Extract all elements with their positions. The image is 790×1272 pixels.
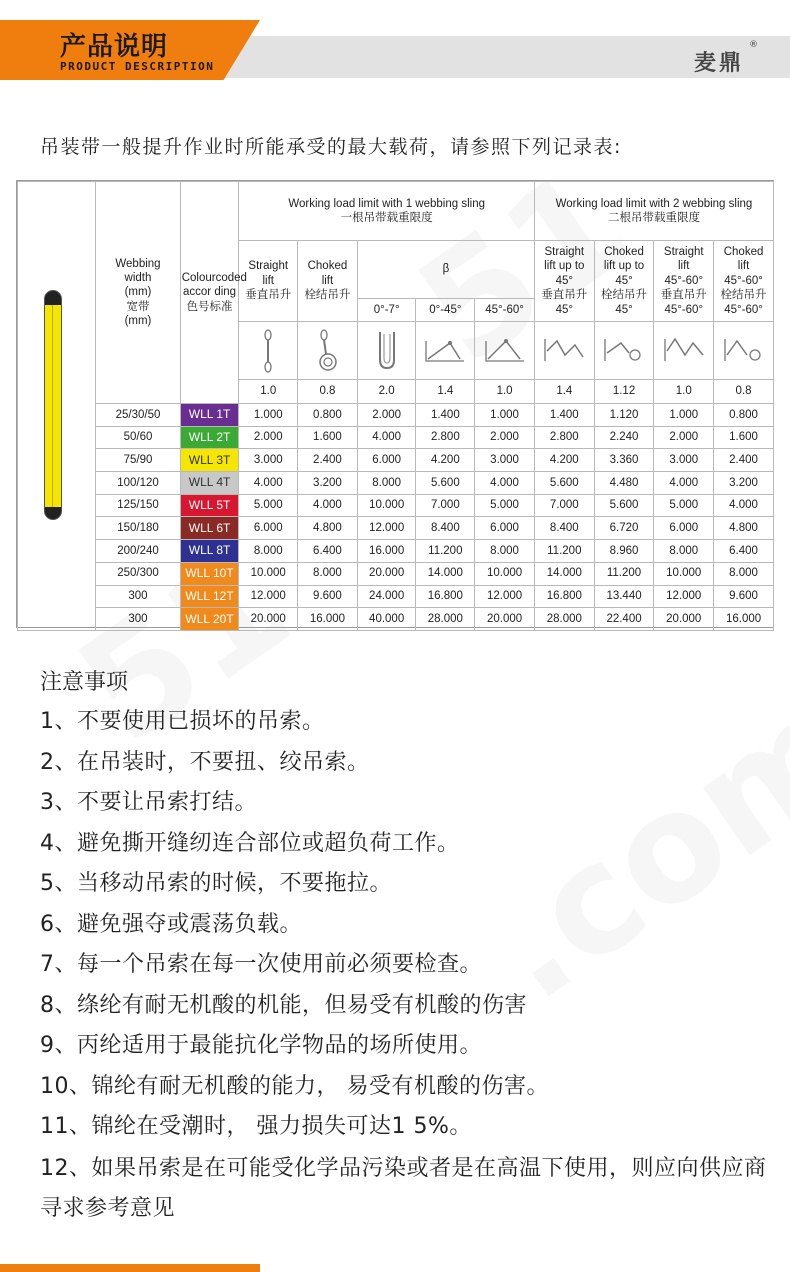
table-row bbox=[18, 449, 774, 472]
width-cell: 125/150 bbox=[96, 494, 180, 517]
table-row bbox=[18, 517, 774, 540]
factor-cell: 1.0 bbox=[239, 380, 298, 404]
wll-color-cell: WLL 5T bbox=[180, 494, 239, 517]
choked-lift-icon-cell bbox=[298, 322, 358, 380]
bottom-accent-bar bbox=[0, 1264, 260, 1272]
load-value-cell: 8.000 bbox=[239, 540, 298, 563]
table-row bbox=[18, 585, 774, 608]
basket-lift-icon bbox=[359, 328, 415, 374]
load-value-cell: 0.800 bbox=[714, 404, 774, 427]
header-straight-lift: Straight lift 垂直吊升 bbox=[239, 241, 298, 322]
note-item: 1、不要使用已损坏的吊索。 bbox=[40, 709, 325, 734]
two-leg-60-icon-cell bbox=[654, 322, 714, 380]
load-value-cell: 20.000 bbox=[357, 562, 416, 585]
straight-lift-icon bbox=[240, 328, 296, 374]
wll-color-cell: WLL 3T bbox=[180, 449, 239, 472]
load-value-cell: 7.000 bbox=[534, 494, 594, 517]
load-value-cell: 16.000 bbox=[298, 608, 358, 631]
load-value-cell: 20.000 bbox=[654, 608, 714, 631]
load-value-cell: 5.600 bbox=[416, 472, 475, 495]
load-value-cell: 16.000 bbox=[357, 540, 416, 563]
choked-lift-icon bbox=[299, 328, 356, 374]
load-value-cell: 1.600 bbox=[714, 426, 774, 449]
load-value-cell: 14.000 bbox=[416, 562, 475, 585]
note-item: 6、避免强夺或震荡负载。 bbox=[40, 911, 302, 937]
table-row bbox=[18, 472, 774, 495]
load-value-cell: 1.000 bbox=[475, 404, 535, 427]
two-leg-choked-45-icon bbox=[596, 331, 653, 371]
load-value-cell: 3.000 bbox=[654, 449, 714, 472]
straight-lift-icon-cell bbox=[239, 322, 298, 380]
wll-color-cell: WLL 8T bbox=[180, 540, 239, 563]
factor-cell: 1.0 bbox=[654, 380, 714, 404]
load-value-cell: 8.960 bbox=[594, 540, 654, 563]
load-value-cell: 7.000 bbox=[416, 494, 475, 517]
wll-color-cell: WLL 12T bbox=[180, 585, 239, 608]
factor-cell: 1.12 bbox=[594, 380, 654, 404]
load-value-cell: 9.600 bbox=[714, 585, 774, 608]
load-value-cell: 6.720 bbox=[594, 517, 654, 540]
load-value-cell: 4.200 bbox=[534, 449, 594, 472]
header-group-single-sling: Working load limit with 1 webbing sling 一根吊带载重限度 bbox=[239, 182, 535, 241]
factor-cell: 2.0 bbox=[357, 380, 416, 404]
factor-cell: 1.4 bbox=[534, 380, 594, 404]
load-value-cell: 4.000 bbox=[654, 472, 714, 495]
load-value-cell: 5.600 bbox=[534, 472, 594, 495]
load-value-cell: 24.000 bbox=[357, 585, 416, 608]
load-value-cell: 20.000 bbox=[475, 608, 535, 631]
load-value-cell: 1.400 bbox=[416, 404, 475, 427]
note-item: 10、锦纶有耐无机酸的能力， 易受有机酸的伤害。 bbox=[40, 1073, 549, 1099]
load-value-cell: 2.800 bbox=[534, 426, 594, 449]
load-value-cell: 40.000 bbox=[357, 608, 416, 631]
width-cell: 300 bbox=[96, 608, 180, 631]
load-value-cell: 8.000 bbox=[654, 540, 714, 563]
width-cell: 150/180 bbox=[96, 517, 180, 540]
width-cell: 100/120 bbox=[96, 472, 180, 495]
load-value-cell: 5.000 bbox=[654, 494, 714, 517]
table-row bbox=[18, 404, 774, 427]
load-value-cell: 16.000 bbox=[714, 608, 774, 631]
load-value-cell: 8.000 bbox=[298, 562, 358, 585]
header-angle-1: 0°-7° bbox=[357, 299, 416, 322]
load-value-cell: 9.600 bbox=[298, 585, 358, 608]
notes-section bbox=[40, 665, 780, 1229]
load-value-cell: 12.000 bbox=[239, 585, 298, 608]
width-cell: 300 bbox=[96, 585, 180, 608]
load-value-cell: 6.000 bbox=[239, 517, 298, 540]
two-leg-choked-60-icon-cell bbox=[714, 322, 774, 380]
load-value-cell: 12.000 bbox=[475, 585, 535, 608]
width-cell: 200/240 bbox=[96, 540, 180, 563]
factor-cell: 0.8 bbox=[714, 380, 774, 404]
load-value-cell: 8.400 bbox=[416, 517, 475, 540]
load-value-cell: 8.000 bbox=[475, 540, 535, 563]
header-two-sling-1: Straight lift up to 45° 垂直吊升 45° bbox=[534, 241, 594, 322]
two-leg-60-icon bbox=[655, 331, 712, 371]
load-value-cell: 22.400 bbox=[594, 608, 654, 631]
brand-logo: 麦鼎 bbox=[694, 50, 745, 76]
load-value-cell: 11.200 bbox=[534, 540, 594, 563]
basket-45-icon bbox=[417, 331, 473, 371]
note-item: 7、每一个吊索在每一次使用前必须要检查。 bbox=[40, 952, 482, 977]
notes-list bbox=[40, 703, 780, 1229]
table-row bbox=[18, 540, 774, 563]
strap-illustration-cell bbox=[18, 182, 96, 631]
load-value-cell: 2.800 bbox=[416, 426, 475, 449]
page-subtitle: PRODUCT DESCRIPTION bbox=[60, 60, 215, 73]
header-two-sling-3: Straight lift 45°-60° 垂直吊升 45°-60° bbox=[654, 241, 714, 322]
load-value-cell: 8.000 bbox=[357, 472, 416, 495]
load-value-cell: 2.000 bbox=[239, 426, 298, 449]
header-angle-2: 0°-45° bbox=[416, 299, 475, 322]
wll-color-cell: WLL 10T bbox=[180, 562, 239, 585]
load-value-cell: 2.000 bbox=[654, 426, 714, 449]
note-item: 3、不要让吊索打结。 bbox=[40, 790, 257, 815]
load-value-cell: 6.000 bbox=[654, 517, 714, 540]
header-choked-lift: Choked lift 栓结吊升 bbox=[298, 241, 358, 322]
load-value-cell: 3.200 bbox=[298, 472, 358, 495]
load-value-cell: 11.200 bbox=[594, 562, 654, 585]
load-value-cell: 4.000 bbox=[239, 472, 298, 495]
load-value-cell: 5.000 bbox=[239, 494, 298, 517]
webbing-sling-image bbox=[44, 290, 62, 520]
load-value-cell: 10.000 bbox=[357, 494, 416, 517]
table-row bbox=[18, 608, 774, 631]
basket-60-icon bbox=[476, 331, 533, 371]
wll-color-cell: WLL 2T bbox=[180, 426, 239, 449]
wll-color-cell: WLL 6T bbox=[180, 517, 239, 540]
load-value-cell: 8.400 bbox=[534, 517, 594, 540]
note-item: 2、在吊装时，不要扭、绞吊索。 bbox=[40, 749, 370, 775]
factor-cell: 0.8 bbox=[298, 380, 358, 404]
load-value-cell: 4.800 bbox=[298, 517, 358, 540]
load-value-cell: 16.800 bbox=[416, 585, 475, 608]
wll-color-cell: WLL 1T bbox=[180, 404, 239, 427]
header-group-two-slings: Working load limit with 2 webbing sling 二根吊带载重限度 bbox=[534, 182, 773, 241]
width-cell: 50/60 bbox=[96, 426, 180, 449]
load-value-cell: 1.000 bbox=[239, 404, 298, 427]
header-angle-3: 45°-60° bbox=[475, 299, 535, 322]
page-header bbox=[0, 20, 790, 80]
load-value-cell: 10.000 bbox=[654, 562, 714, 585]
load-value-cell: 28.000 bbox=[534, 608, 594, 631]
load-value-cell: 3.000 bbox=[239, 449, 298, 472]
load-value-cell: 4.800 bbox=[714, 517, 774, 540]
note-item: 11、锦纶在受潮时， 强力损失可达1 5%。 bbox=[40, 1114, 472, 1139]
wll-color-cell: WLL 20T bbox=[180, 608, 239, 631]
basket-lift-icon-cell bbox=[357, 322, 416, 380]
load-value-cell: 3.200 bbox=[714, 472, 774, 495]
load-table bbox=[16, 180, 774, 628]
two-leg-choked-45-icon-cell bbox=[594, 322, 654, 380]
load-value-cell: 2.400 bbox=[298, 449, 358, 472]
load-value-cell: 1.120 bbox=[594, 404, 654, 427]
load-value-cell: 16.800 bbox=[534, 585, 594, 608]
two-leg-choked-60-icon bbox=[715, 331, 772, 371]
load-value-cell: 5.600 bbox=[594, 494, 654, 517]
load-value-cell: 12.000 bbox=[357, 517, 416, 540]
page-title: 产品说明 bbox=[60, 32, 169, 62]
header-beta: β bbox=[357, 241, 534, 299]
load-value-cell: 14.000 bbox=[534, 562, 594, 585]
header-two-sling-4: Choked lift 45°-60° 栓结吊升 45°-60° bbox=[714, 241, 774, 322]
factor-cell: 1.0 bbox=[475, 380, 535, 404]
intro-text: 吊装带一般提升作业时所能承受的最大载荷，请参照下列记录表: bbox=[40, 136, 622, 158]
load-value-cell: 4.200 bbox=[416, 449, 475, 472]
table-row bbox=[18, 562, 774, 585]
load-value-cell: 20.000 bbox=[239, 608, 298, 631]
load-value-cell: 6.000 bbox=[357, 449, 416, 472]
note-item: 12、如果吊索是在可能受化学品污染或者是在高温下使用，则应向供应商寻求参考意见 bbox=[40, 1155, 767, 1221]
registered-mark: ® bbox=[749, 40, 758, 50]
width-cell: 75/90 bbox=[96, 449, 180, 472]
load-value-cell: 28.000 bbox=[416, 608, 475, 631]
load-value-cell: 4.480 bbox=[594, 472, 654, 495]
load-value-cell: 6.400 bbox=[298, 540, 358, 563]
two-leg-45-icon-cell bbox=[534, 322, 594, 380]
note-item: 8、绦纶有耐无机酸的机能，但易受有机酸的伤害 bbox=[40, 992, 527, 1018]
note-item: 5、当移动吊索的时候，不要拖拉。 bbox=[40, 871, 392, 896]
two-leg-45-icon bbox=[536, 331, 593, 371]
load-value-cell: 6.400 bbox=[714, 540, 774, 563]
note-item: 9、丙纶适用于最能抗化学物品的场所使用。 bbox=[40, 1033, 482, 1058]
header-two-sling-2: Choked lift up to 45° 栓结吊升 45° bbox=[594, 241, 654, 322]
load-value-cell: 4.000 bbox=[357, 426, 416, 449]
load-value-cell: 10.000 bbox=[475, 562, 535, 585]
header-colourcoded: Colourcoded accor ding 色号标准 bbox=[180, 182, 239, 404]
load-value-cell: 1.000 bbox=[654, 404, 714, 427]
load-value-cell: 3.000 bbox=[475, 449, 535, 472]
load-value-cell: 13.440 bbox=[594, 585, 654, 608]
load-value-cell: 2.000 bbox=[475, 426, 535, 449]
factor-cell: 1.4 bbox=[416, 380, 475, 404]
load-value-cell: 5.000 bbox=[475, 494, 535, 517]
load-value-cell: 12.000 bbox=[654, 585, 714, 608]
load-value-cell: 11.200 bbox=[416, 540, 475, 563]
width-cell: 250/300 bbox=[96, 562, 180, 585]
wll-color-cell: WLL 4T bbox=[180, 472, 239, 495]
load-value-cell: 0.800 bbox=[298, 404, 358, 427]
load-value-cell: 1.600 bbox=[298, 426, 358, 449]
load-value-cell: 4.000 bbox=[298, 494, 358, 517]
basket-60-icon-cell bbox=[475, 322, 535, 380]
load-value-cell: 4.000 bbox=[714, 494, 774, 517]
header-webbing-width: Webbing width (mm) 宽带 (mm) bbox=[96, 182, 180, 404]
load-value-cell: 2.240 bbox=[594, 426, 654, 449]
table-row bbox=[18, 494, 774, 517]
load-value-cell: 4.000 bbox=[475, 472, 535, 495]
width-cell: 25/30/50 bbox=[96, 404, 180, 427]
basket-45-icon-cell bbox=[416, 322, 475, 380]
load-value-cell: 2.400 bbox=[714, 449, 774, 472]
load-value-cell: 8.000 bbox=[714, 562, 774, 585]
load-value-cell: 3.360 bbox=[594, 449, 654, 472]
notes-title: 注意事项 bbox=[40, 670, 129, 695]
load-value-cell: 6.000 bbox=[475, 517, 535, 540]
load-value-cell: 1.400 bbox=[534, 404, 594, 427]
load-value-cell: 10.000 bbox=[239, 562, 298, 585]
note-item: 4、避免撕开缝纫连合部位或超负荷工作。 bbox=[40, 830, 460, 856]
table-row bbox=[18, 426, 774, 449]
load-value-cell: 2.000 bbox=[357, 404, 416, 427]
